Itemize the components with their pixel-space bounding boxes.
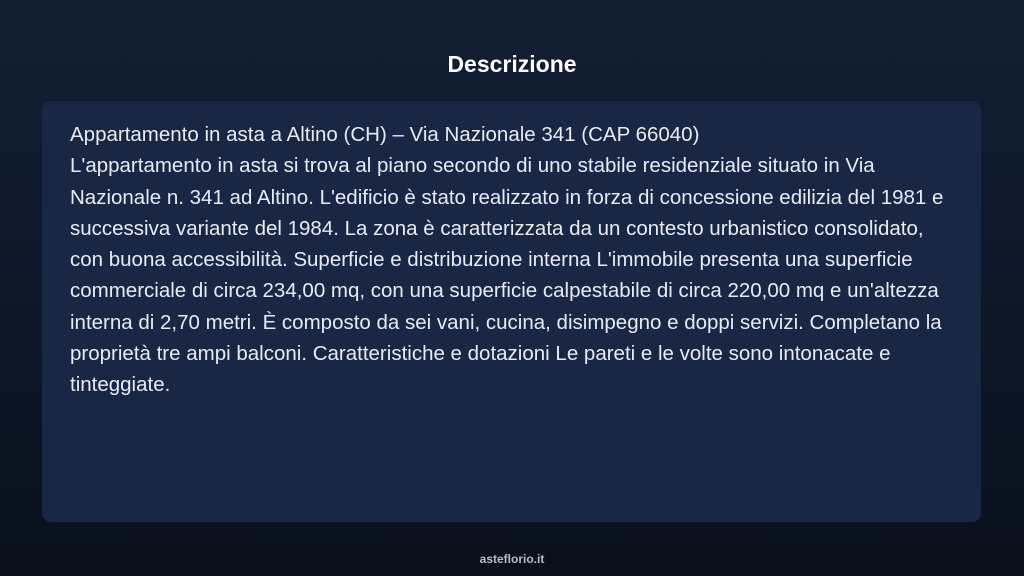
footer-site-name: asteflorio.it [479, 552, 545, 566]
page-title: Descrizione [447, 51, 577, 77]
footer-bar [0, 543, 1024, 576]
description-heading: Appartamento in asta a Altino (CH) – Via Nazionale 341 (CAP 66040) [70, 123, 700, 146]
description-text [70, 119, 953, 401]
description-paragraph: L'appartamento in asta si trova al piano secondo di uno stabile residenziale situato in Via Nazionale n. 341 ad Altino. L'edificio è stato realizzato in forza di concessione edilizia del 1981 e successiva variante del 1984. La zona è caratterizzata da un contesto urbanistico consolidato, con buona accessibilità. Superficie e distribuzione interna L'immobile presenta una superficie commerciale di circa 234,00 mq, con una superficie calpestabile di circa 220,00 mq e un'altezza interna di 2,70 metri. È composto da sei vani, cucina, disimpegno e doppi servizi. Completano la proprietà tre ampi balconi. Caratteristiche e dotazioni Le pareti e le volte sono intonacate e tinteggiate. [70, 154, 944, 397]
description-card [42, 101, 981, 522]
